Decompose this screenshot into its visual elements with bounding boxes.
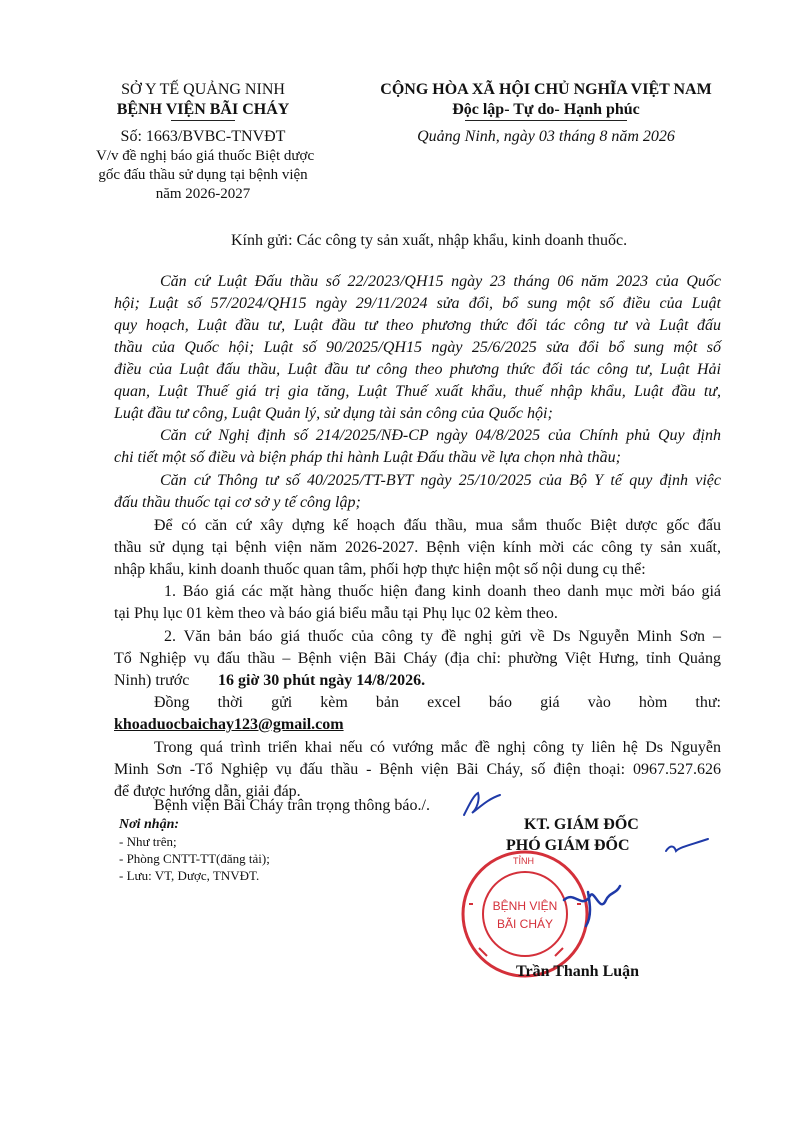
- body-line: Tổ Nghiệp vụ đấu thầu – Bệnh viện Bãi Cháy (địa chỉ: phường Việt Hưng, tỉnh Quảng: [114, 650, 721, 667]
- body-line: nhập khẩu, kinh doanh thuốc quan tâm, phối hợp thực hiện một số nội dung cụ thể:: [114, 561, 646, 578]
- recipients-title: Nơi nhận:: [119, 817, 180, 832]
- motto-underline: [465, 120, 627, 121]
- body-line: Ninh) trước: [114, 672, 190, 689]
- signature-position: PHÓ GIÁM ĐỐC: [506, 837, 630, 854]
- body-line: Đồng thời gửi kèm bản excel báo giá vào hòm thư:: [154, 694, 721, 711]
- body-line: Trong quá trình triển khai nếu có vướng mắc đề nghị công ty liên hệ Ds Nguyễn: [154, 739, 721, 756]
- body-line: 1. Báo giá các mặt hàng thuốc hiện đang kinh doanh theo danh mục mời báo giá: [164, 583, 721, 600]
- body-line: Minh Sơn -Tổ Nghiệp vụ đấu thầu - Bệnh viện Bãi Cháy, số điện thoại: 0967.527.626: [114, 761, 721, 778]
- national-header: [336, 80, 756, 147]
- body-line: Luật đầu tư công, Luật Quản lý, sử dụng tài sản công của Quốc hội;: [114, 405, 553, 422]
- hospital-name: BỆNH VIỆN BÃI CHÁY: [116, 101, 290, 118]
- document-number: Số: 1663/BVBC-TNVĐT: [120, 128, 286, 145]
- subject-line-1: V/v đề nghị báo giá thuốc Biệt dược: [96, 148, 315, 164]
- recipients-block: [119, 816, 270, 884]
- body-line: chi tiết một số điều và biện pháp thi hành Luật Đấu thầu về lựa chọn nhà thầu;: [114, 449, 621, 466]
- body-line: quy hoạch, Luật đầu tư, Luật đầu tư theo phương thức đối tác công tư và Luật đấu: [114, 317, 721, 334]
- body-line: 2. Văn bản báo giá thuốc của công ty đề nghị gửi về Ds Nguyễn Minh Sơn –: [164, 628, 721, 645]
- agency-header: [96, 80, 315, 204]
- body-line: hội; Luật số 57/2024/QH15 ngày 29/11/2024 sửa đổi, bổ sung một số điều của Luật: [114, 295, 721, 312]
- subject-line-2: gốc đấu thầu sử dụng tại bệnh viện: [98, 167, 308, 183]
- body-line: Căn cứ Luật Đấu thầu số 22/2023/QH15 ngày 23 tháng 06 năm 2023 của Quốc: [160, 273, 721, 290]
- place-date: Quảng Ninh, ngày 03 tháng 8 năm 2026: [417, 128, 675, 145]
- seal-ring-text: TỈNH: [513, 856, 534, 866]
- signer-name: Trần Thanh Luận: [516, 963, 640, 980]
- agency-name: SỞ Y TẾ QUẢNG NINH: [121, 81, 285, 98]
- email-link[interactable]: khoaduocbaichay123@gmail.com: [114, 716, 344, 733]
- body-line: thầu của Quốc hội; Luật số 90/2025/QH15 ngày 25/6/2025 sửa đổi bổ sung một số: [114, 339, 721, 356]
- body-line: quan, Luật Thuế giá trị gia tăng, Luật Thuế xuất khẩu, thuế nhập khẩu, Luật đầu tư,: [114, 383, 721, 400]
- deadline: 16 giờ 30 phút ngày 14/8/2026.: [218, 672, 426, 689]
- body-line: Căn cứ Thông tư số 40/2025/TT-BYT ngày 25/10/2025 của Bộ Y tế quy định việc: [160, 472, 721, 489]
- body-line: để được hướng dẫn, giải đáp.: [114, 783, 301, 800]
- pen-mark-icon: [664, 835, 710, 857]
- subject-line-3: năm 2026-2027: [155, 186, 251, 202]
- signature-title: KT. GIÁM ĐỐC: [524, 816, 639, 833]
- body-line: thầu sử dụng tại bệnh viện năm 2026-2027. Bệnh viện kính mời các công ty sản xuất,: [114, 539, 721, 556]
- seal-text-line-1: BỆNH VIỆN: [492, 899, 558, 913]
- body-line: điều của Luật đấu thầu, Luật đầu tư công theo phương thức đối tác công tư, Luật Hải: [114, 361, 721, 378]
- body-line: Để có căn cứ xây dựng kế hoạch đấu thầu, mua sắm thuốc Biệt dược gốc đấu: [154, 517, 721, 534]
- header-divider: [171, 120, 235, 121]
- handwritten-signature-icon: [560, 870, 630, 930]
- addressee: Kính gửi: Các công ty sản xuất, nhập khẩu, kinh doanh thuốc.: [231, 232, 628, 249]
- closing-line: Bệnh viện Bãi Cháy trân trọng thông báo./.: [154, 797, 430, 814]
- recipient-item: - Như trên;: [119, 834, 177, 849]
- recipient-item: - Phòng CNTT-TT(đăng tải);: [119, 851, 270, 866]
- national-motto: Độc lập- Tự do- Hạnh phúc: [452, 101, 640, 118]
- body-line: đấu thầu thuốc tại cơ sở y tế công lập;: [114, 494, 361, 511]
- country-name: CỘNG HÒA XÃ HỘI CHỦ NGHĨA VIỆT NAM: [380, 81, 712, 98]
- body-line: Căn cứ Nghị định số 214/2025/NĐ-CP ngày 04/8/2025 của Chính phủ Quy định: [160, 427, 721, 444]
- body-line: tại Phụ lục 01 kèm theo và báo giá biểu mẫu tại Phụ lục 02 kèm theo.: [114, 605, 558, 622]
- seal-text-line-2: BÃI CHÁY: [496, 917, 554, 931]
- recipient-item: - Lưu: VT, Dược, TNVĐT.: [119, 868, 260, 883]
